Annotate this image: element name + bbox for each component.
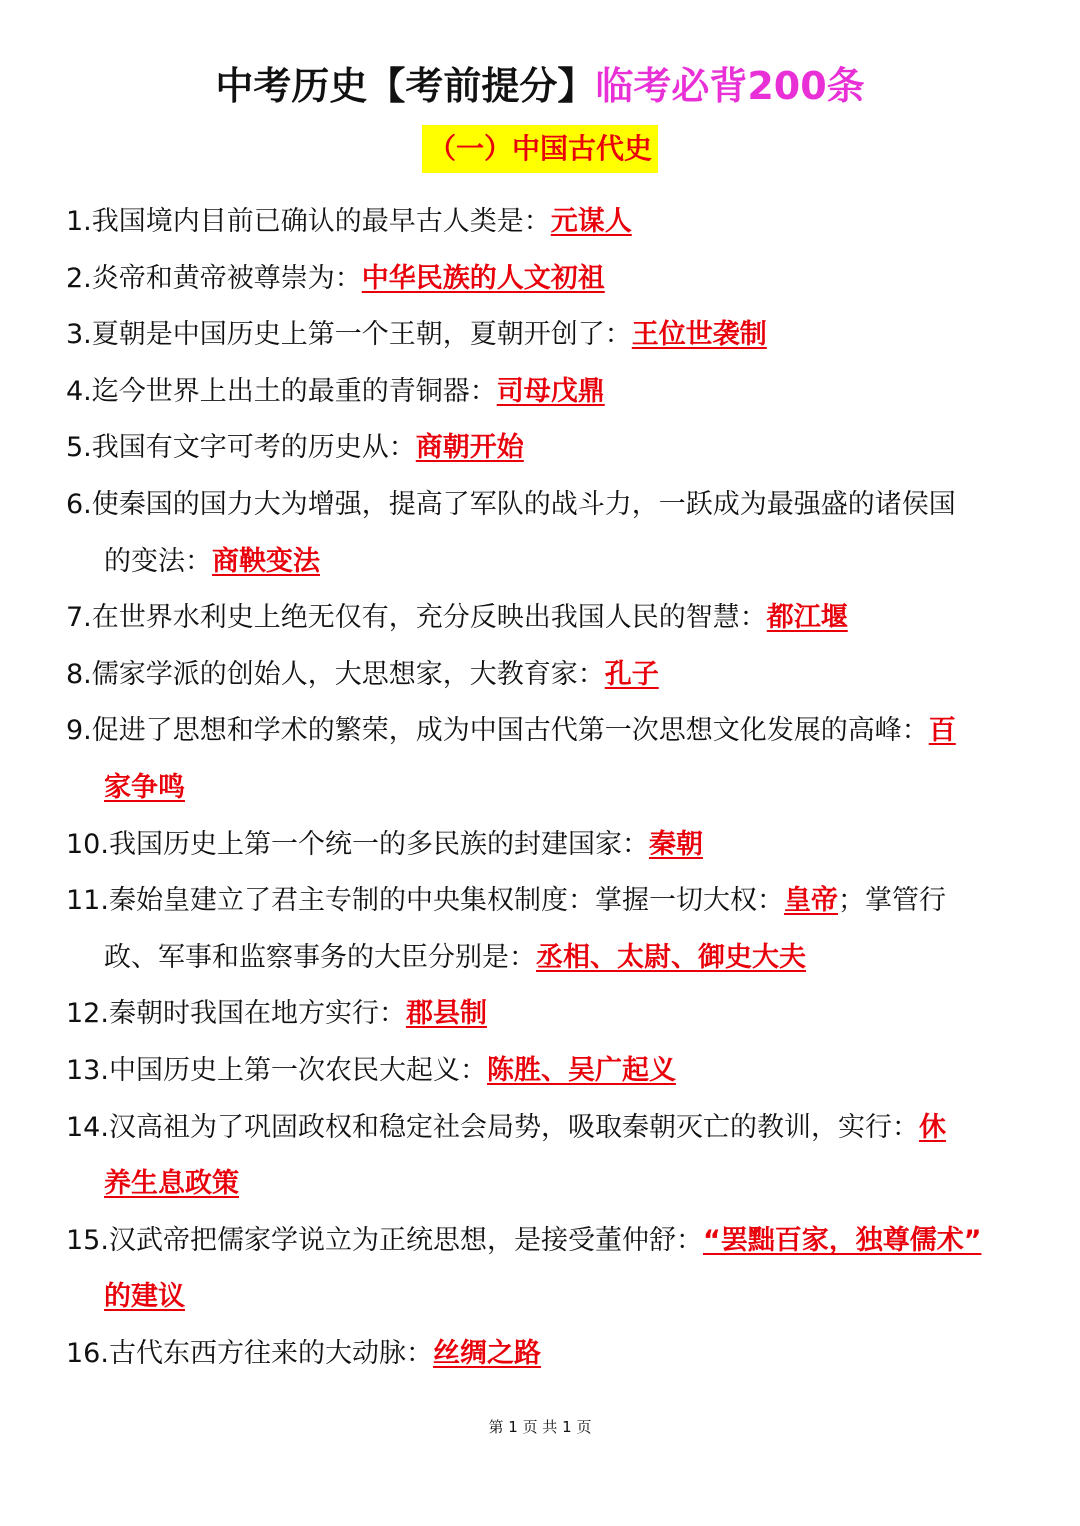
question-continuation <box>66 760 1026 817</box>
list-item <box>66 817 1026 874</box>
answer-text: 皇帝 <box>783 885 838 917</box>
list-item <box>66 307 1026 364</box>
question-text: 14.汉高祖为了巩固政权和稳定社会局势，吸取秦朝灭亡的教训，实行： <box>66 1111 919 1143</box>
answer-text: 休 <box>918 1111 946 1143</box>
answer-text: 陈胜、吴广起义 <box>486 1054 676 1086</box>
answer-text: 商鞅变法 <box>212 545 320 577</box>
list-item <box>66 1100 1026 1213</box>
list-item <box>66 364 1026 421</box>
list-item <box>66 477 1026 590</box>
page-footer: 第 1 页 共 1 页 <box>488 1418 592 1436</box>
question-text: 2.炎帝和黄帝被尊崇为： <box>66 262 362 294</box>
question-text: 12.秦朝时我国在地方实行： <box>66 998 406 1030</box>
title-accent: 临考必背200条 <box>595 64 865 108</box>
list-item <box>66 647 1026 704</box>
question-text: 15.汉武帝把儒家学说立为正统思想，是接受董仲舒： <box>66 1224 703 1256</box>
section-heading-wrap <box>0 125 1080 173</box>
section-heading: （一）中国古代史 <box>422 125 658 173</box>
list-item <box>66 873 1026 986</box>
question-text: 5.我国有文字可考的历史从： <box>66 432 416 464</box>
question-text: 10.我国历史上第一个统一的多民族的封建国家： <box>66 828 649 860</box>
question-text: 1.我国境内目前已确认的最早古人类是： <box>66 206 551 237</box>
answer-text: 商朝开始 <box>415 432 524 464</box>
answer-text-2: 的建议 <box>104 1281 185 1313</box>
answer-text: 元谋人 <box>550 206 632 237</box>
answer-text: 王位世袭制 <box>631 319 767 351</box>
question-text: 16.古代东西方往来的大动脉： <box>66 1337 433 1369</box>
question-continuation <box>66 1269 1026 1326</box>
answer-text: 百 <box>928 715 956 747</box>
answer-text: 都江堰 <box>766 602 848 634</box>
question-continuation <box>66 1156 1026 1213</box>
answer-text: 郡县制 <box>405 998 487 1030</box>
question-list <box>66 194 1026 1382</box>
question-continuation <box>66 930 1026 987</box>
question-text: 13.中国历史上第一次农民大起义： <box>66 1054 487 1086</box>
question-text-2: 政、军事和监察事务的大臣分别是： <box>104 941 536 973</box>
answer-text-2: 家争鸣 <box>104 771 185 803</box>
answer-text-2: 丞相、太尉、御史大夫 <box>536 941 806 973</box>
answer-text: 中华民族的人文初祖 <box>361 262 605 294</box>
list-item <box>66 420 1026 477</box>
question-text: 8.儒家学派的创始人，大思想家，大教育家： <box>66 658 605 690</box>
question-text: 4.迄今世界上出土的最重的青铜器： <box>66 375 497 407</box>
question-text: 7.在世界水利史上绝无仅有，充分反映出我国人民的智慧： <box>66 602 767 634</box>
question-text-mid: ；掌管行 <box>837 885 946 917</box>
list-item <box>66 1213 1026 1326</box>
title-main: 中考历史【考前提分】 <box>215 64 596 108</box>
answer-text: 司母戊鼎 <box>496 375 605 407</box>
list-item <box>66 986 1026 1043</box>
page-title <box>0 58 1080 114</box>
question-continuation <box>66 534 1026 591</box>
answer-text: 丝绸之路 <box>432 1337 541 1369</box>
answer-text: “罢黜百家，独尊儒术” <box>702 1224 982 1256</box>
question-text: 6.使秦国的国力大为增强，提高了军队的战斗力，一跃成为最强盛的诸侯国 <box>66 488 956 520</box>
list-item <box>66 590 1026 647</box>
list-item <box>66 1326 1026 1383</box>
list-item <box>66 1043 1026 1100</box>
question-text: 9.促进了思想和学术的繁荣，成为中国古代第一次思想文化发展的高峰： <box>66 715 929 747</box>
answer-text: 秦朝 <box>648 828 703 860</box>
list-item <box>66 194 1026 251</box>
list-item <box>66 703 1026 816</box>
answer-text: 孔子 <box>604 658 659 690</box>
question-text: 11.秦始皇建立了君主专制的中央集权制度：掌握一切大权： <box>66 885 784 917</box>
question-text: 3.夏朝是中国历史上第一个王朝，夏朝开创了： <box>66 319 632 351</box>
answer-text-2: 养生息政策 <box>104 1168 239 1200</box>
question-text-2: 的变法： <box>104 545 212 577</box>
list-item <box>66 251 1026 308</box>
